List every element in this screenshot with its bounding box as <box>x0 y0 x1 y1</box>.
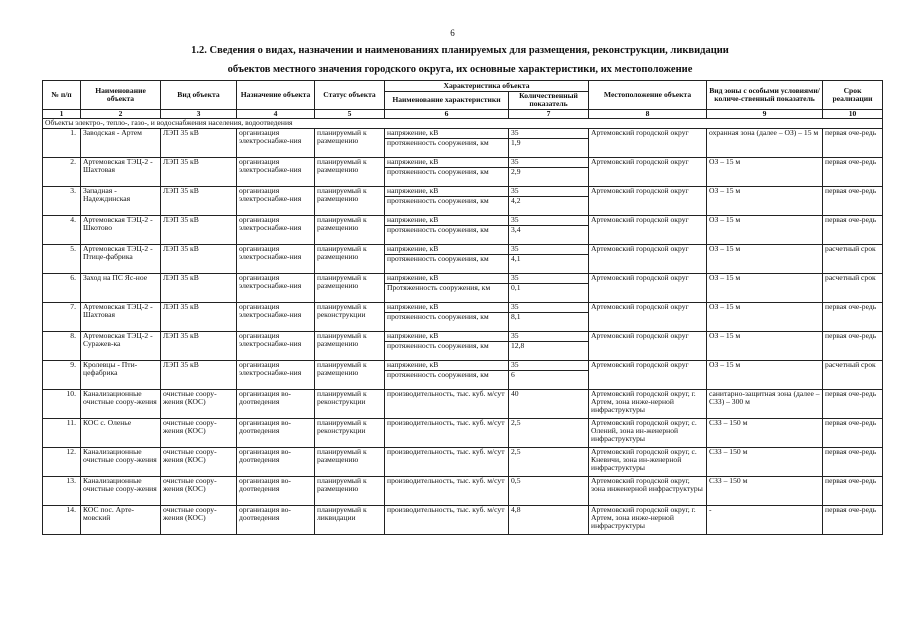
object-purpose: организация во-доотведения <box>237 389 315 418</box>
characteristic-value: 40 <box>509 389 589 418</box>
characteristic-value-2: 6 <box>511 369 515 379</box>
header-char-value: Количественный показатель <box>509 92 589 110</box>
column-number: 9 <box>707 109 823 118</box>
object-status: планируемый к размещению <box>315 128 385 157</box>
table-row <box>43 186 883 215</box>
document-subtitle: объектов местного значения городского округа, их основные характеристики, их местоположение <box>227 64 693 75</box>
header-purpose: Назначение объекта <box>237 81 315 110</box>
characteristic-name-2: протяженность сооружения, км <box>387 166 489 176</box>
characteristic-name-1: напряжение, кВ <box>385 187 508 197</box>
characteristic-value-1: 35 <box>509 158 588 168</box>
characteristic-value-2: 0,1 <box>511 282 521 292</box>
table-row <box>43 244 883 273</box>
characteristic-name-2: протяженность сооружения, км <box>387 369 489 379</box>
characteristic-name: производительность, тыс. куб. м/сут <box>385 505 509 534</box>
page-number: 6 <box>450 28 455 38</box>
characteristic-value-1: 35 <box>509 245 588 255</box>
object-term: первая оче-редь <box>823 331 883 360</box>
characteristic-name-2: протяженность сооружения, км <box>387 224 489 234</box>
object-term: первая оче-редь <box>823 476 883 505</box>
characteristic-name-1: напряжение, кВ <box>385 274 508 284</box>
table-row <box>43 215 883 244</box>
characteristic-name <box>385 331 509 360</box>
characteristic-value: 4,8 <box>509 505 589 534</box>
object-type: ЛЭП 35 кВ <box>161 360 237 389</box>
row-number: 5. <box>43 244 81 273</box>
characteristic-value-2: 1,9 <box>511 137 521 147</box>
object-zone: санитарно-защитная зона (далее – СЗЗ) – 300 м <box>707 389 823 418</box>
row-number: 1. <box>43 128 81 157</box>
characteristic-name-2: протяженность сооружения, км <box>387 311 489 321</box>
object-type: ЛЭП 35 кВ <box>161 157 237 186</box>
characteristic-value-1: 35 <box>509 216 588 226</box>
characteristic-name-1: напряжение, кВ <box>385 303 508 313</box>
row-number: 2. <box>43 157 81 186</box>
characteristic-name <box>385 244 509 273</box>
characteristic-value: 2,5 <box>509 418 589 447</box>
object-location: Артемовский городской округ, г. Артем, зона инже-нерной инфраструктуры <box>589 505 707 534</box>
object-term: расчетный срок <box>823 360 883 389</box>
object-zone: - <box>707 505 823 534</box>
row-number: 13. <box>43 476 81 505</box>
column-number: 5 <box>315 109 385 118</box>
characteristic-value <box>509 331 589 360</box>
characteristic-value-1: 35 <box>509 332 588 342</box>
object-status: планируемый к размещению <box>315 360 385 389</box>
object-status: планируемый к размещению <box>315 244 385 273</box>
characteristic-name <box>385 215 509 244</box>
header-name: Наименование объекта <box>81 81 161 110</box>
table-row <box>43 476 883 505</box>
object-purpose: организация электроснабже-ния <box>237 331 315 360</box>
row-number: 3. <box>43 186 81 215</box>
object-location: Артемовский городской округ <box>589 215 707 244</box>
column-number: 2 <box>81 109 161 118</box>
characteristic-name: производительность, тыс. куб. м/сут <box>385 447 509 476</box>
characteristic-value: 2,5 <box>509 447 589 476</box>
row-number: 12. <box>43 447 81 476</box>
object-type: ЛЭП 35 кВ <box>161 128 237 157</box>
object-zone: ОЗ – 15 м <box>707 360 823 389</box>
object-zone: ОЗ – 15 м <box>707 157 823 186</box>
characteristic-name-1: напряжение, кВ <box>385 332 508 342</box>
object-purpose: организация во-доотведения <box>237 505 315 534</box>
object-type: очистные соору-жения (КОС) <box>161 505 237 534</box>
object-status: планируемый к размещению <box>315 331 385 360</box>
characteristic-value-1: 35 <box>509 187 588 197</box>
object-term: расчетный срок <box>823 244 883 273</box>
characteristic-name <box>385 186 509 215</box>
object-purpose: организация электроснабже-ния <box>237 302 315 331</box>
characteristic-value-2: 4,2 <box>511 195 521 205</box>
characteristic-value-2: 8,1 <box>511 311 521 321</box>
object-zone: СЗЗ – 150 м <box>707 418 823 447</box>
object-purpose: организация электроснабже-ния <box>237 186 315 215</box>
object-status: планируемый к размещению <box>315 447 385 476</box>
object-location: Артемовский городской округ <box>589 244 707 273</box>
characteristic-value <box>509 186 589 215</box>
object-purpose: организация электроснабже-ния <box>237 360 315 389</box>
header-location: Местоположение объекта <box>589 81 707 110</box>
characteristic-value-1: 35 <box>509 303 588 313</box>
column-number: 6 <box>385 109 509 118</box>
header-type: Вид объекта <box>161 81 237 110</box>
object-term: первая оче-редь <box>823 186 883 215</box>
object-location: Артемовский городской округ, с. Олений, зона ин-женерной инфраструктуры <box>589 418 707 447</box>
object-location: Артемовский городской округ <box>589 186 707 215</box>
object-location: Артемовский городской округ <box>589 331 707 360</box>
object-location: Артемовский городской округ <box>589 273 707 302</box>
object-type: ЛЭП 35 кВ <box>161 273 237 302</box>
object-name: Артемовская ТЭЦ-2 - Суражев-ка <box>81 331 161 360</box>
characteristic-value <box>509 273 589 302</box>
object-type: очистные соору-жения (КОС) <box>161 447 237 476</box>
row-number: 8. <box>43 331 81 360</box>
characteristic-value <box>509 215 589 244</box>
object-status: планируемый к размещению <box>315 186 385 215</box>
object-name: КОС пос. Арте-мовский <box>81 505 161 534</box>
object-name: Канализационные очистные соору-жения <box>81 476 161 505</box>
object-purpose: организация электроснабже-ния <box>237 273 315 302</box>
section-label: Объекты электро-, тепло-, газо-, и водоснабжения населения, водоотведения <box>43 119 883 128</box>
characteristic-name-2: протяженность сооружения, км <box>387 137 489 147</box>
table-row <box>43 505 883 534</box>
characteristic-value-1: 35 <box>509 129 588 139</box>
object-term: первая оче-редь <box>823 505 883 534</box>
row-number: 14. <box>43 505 81 534</box>
header-status: Статус объекта <box>315 81 385 110</box>
object-zone: ОЗ – 15 м <box>707 244 823 273</box>
characteristic-name-1: напряжение, кВ <box>385 158 508 168</box>
object-term: первая оче-редь <box>823 447 883 476</box>
object-status: планируемый к реконструкции <box>315 302 385 331</box>
object-type: ЛЭП 35 кВ <box>161 186 237 215</box>
object-status: планируемый к размещению <box>315 215 385 244</box>
characteristic-value <box>509 302 589 331</box>
object-name: КОС с. Оленье <box>81 418 161 447</box>
characteristic-name-2: Протяженность сооружения, км <box>387 282 491 292</box>
row-number: 10. <box>43 389 81 418</box>
characteristic-value-2: 2,9 <box>511 166 521 176</box>
table-row <box>43 389 883 418</box>
object-name: Артемовская ТЭЦ-2 - Шахтовая <box>81 302 161 331</box>
object-term: первая оче-редь <box>823 389 883 418</box>
characteristic-value <box>509 244 589 273</box>
object-purpose: организация во-доотведения <box>237 476 315 505</box>
table-row <box>43 157 883 186</box>
object-location: Артемовский городской округ <box>589 360 707 389</box>
object-zone: ОЗ – 15 м <box>707 215 823 244</box>
characteristic-name <box>385 157 509 186</box>
column-numbers-row <box>43 109 883 118</box>
object-location: Артемовский городской округ, г. Артем, зона инже-нерной инфраструктуры <box>589 389 707 418</box>
object-zone: СЗЗ – 150 м <box>707 476 823 505</box>
object-name: Канализационные очистные соору-жения <box>81 447 161 476</box>
object-purpose: организация электроснабже-ния <box>237 215 315 244</box>
column-number: 10 <box>823 109 883 118</box>
object-zone: СЗЗ – 150 м <box>707 447 823 476</box>
column-number: 8 <box>589 109 707 118</box>
characteristic-name-1: напряжение, кВ <box>385 361 508 371</box>
characteristic-value-2: 12,8 <box>511 340 525 350</box>
object-purpose: организация электроснабже-ния <box>237 244 315 273</box>
table-row <box>43 128 883 157</box>
object-type: очистные соору-жения (КОС) <box>161 476 237 505</box>
object-name: Артемовская ТЭЦ-2 - Птице-фабрика <box>81 244 161 273</box>
characteristic-name-2: протяженность сооружения, км <box>387 340 489 350</box>
object-term: первая оче-редь <box>823 128 883 157</box>
row-number: 11. <box>43 418 81 447</box>
object-zone: ОЗ – 15 м <box>707 302 823 331</box>
object-name: Артемовская ТЭЦ-2 - Шахтовая <box>81 157 161 186</box>
object-purpose: организация во-доотведения <box>237 447 315 476</box>
characteristic-value: 0,5 <box>509 476 589 505</box>
column-number: 4 <box>237 109 315 118</box>
header-zone: Вид зоны с особыми условиями/ количе-ственный показатель <box>707 81 823 110</box>
object-purpose: организация электроснабже-ния <box>237 157 315 186</box>
characteristic-name-1: напряжение, кВ <box>385 216 508 226</box>
characteristic-name: производительность, тыс. куб. м/сут <box>385 476 509 505</box>
object-term: первая оче-редь <box>823 157 883 186</box>
object-term: первая оче-редь <box>823 215 883 244</box>
characteristic-value-1: 35 <box>509 274 588 284</box>
row-number: 7. <box>43 302 81 331</box>
characteristic-value <box>509 157 589 186</box>
object-term: расчетный срок <box>823 273 883 302</box>
document-title: 1.2. Сведения о видах, назначении и наименованиях планируемых для размещения, реконструкции, ликвидации <box>191 45 729 56</box>
object-zone: ОЗ – 15 м <box>707 186 823 215</box>
object-type: ЛЭП 35 кВ <box>161 302 237 331</box>
object-location: Артемовский городской округ, зона инженерной инфраструктуры <box>589 476 707 505</box>
object-status: планируемый к размещению <box>315 476 385 505</box>
object-status: планируемый к реконструкции <box>315 418 385 447</box>
column-number: 7 <box>509 109 589 118</box>
object-status: планируемый к размещению <box>315 157 385 186</box>
characteristic-value-1: 35 <box>509 361 588 371</box>
object-type: очистные соору-жения (КОС) <box>161 389 237 418</box>
object-purpose: организация электроснабже-ния <box>237 128 315 157</box>
object-name: Канализационные очистные соору-жения <box>81 389 161 418</box>
table-row <box>43 360 883 389</box>
row-number: 9. <box>43 360 81 389</box>
object-type: очистные соору-жения (КОС) <box>161 418 237 447</box>
characteristic-name-1: напряжение, кВ <box>385 245 508 255</box>
characteristic-name: производительность, тыс. куб. м/сут <box>385 389 509 418</box>
table-row <box>43 447 883 476</box>
object-name: Заход на ПС Яс-ное <box>81 273 161 302</box>
object-status: планируемый к реконструкции <box>315 389 385 418</box>
header-characteristics: Характеристика объекта <box>385 81 589 92</box>
row-number: 4. <box>43 215 81 244</box>
object-location: Артемовский городской округ <box>589 128 707 157</box>
object-name: Кролевцы - Пти-цефабрика <box>81 360 161 389</box>
object-zone: охранная зона (далее – ОЗ) – 15 м <box>707 128 823 157</box>
table-row <box>43 273 883 302</box>
characteristic-value <box>509 128 589 157</box>
objects-table <box>42 80 883 535</box>
table-row <box>43 418 883 447</box>
object-location: Артемовский городской округ <box>589 302 707 331</box>
object-type: ЛЭП 35 кВ <box>161 331 237 360</box>
object-type: ЛЭП 35 кВ <box>161 244 237 273</box>
characteristic-name <box>385 360 509 389</box>
characteristic-name-2: протяженность сооружения, км <box>387 195 489 205</box>
object-location: Артемовский городской округ <box>589 157 707 186</box>
object-zone: ОЗ – 15 м <box>707 331 823 360</box>
object-name: Западная - Надеждинская <box>81 186 161 215</box>
characteristic-name: производительность, тыс. куб. м/сут <box>385 418 509 447</box>
characteristic-name <box>385 302 509 331</box>
characteristic-name-1: напряжение, кВ <box>385 129 508 139</box>
object-term: первая оче-редь <box>823 302 883 331</box>
table-row <box>43 331 883 360</box>
characteristic-name-2: протяженность сооружения, км <box>387 253 489 263</box>
header-term: Срок реализации <box>823 81 883 110</box>
object-location: Артемовский городской округ, с. Кневичи, зона ин-женерной инфраструктуры <box>589 447 707 476</box>
object-zone: ОЗ – 15 м <box>707 273 823 302</box>
column-number: 3 <box>161 109 237 118</box>
row-number: 6. <box>43 273 81 302</box>
object-status: планируемый к размещению <box>315 273 385 302</box>
object-purpose: организация во-доотведения <box>237 418 315 447</box>
header-num: № п/п <box>43 81 81 110</box>
column-number: 1 <box>43 109 81 118</box>
object-term: первая оче-редь <box>823 418 883 447</box>
characteristic-value-2: 4,1 <box>511 253 521 263</box>
header-char-name: Наименование характеристики <box>385 92 509 110</box>
characteristic-value <box>509 360 589 389</box>
table-row <box>43 302 883 331</box>
object-status: планируемый к ликвидации <box>315 505 385 534</box>
object-type: ЛЭП 35 кВ <box>161 215 237 244</box>
object-name: Заводская - Артем <box>81 128 161 157</box>
characteristic-value-2: 3,4 <box>511 224 521 234</box>
object-name: Артемовская ТЭЦ-2 - Шкотово <box>81 215 161 244</box>
characteristic-name <box>385 273 509 302</box>
characteristic-name <box>385 128 509 157</box>
